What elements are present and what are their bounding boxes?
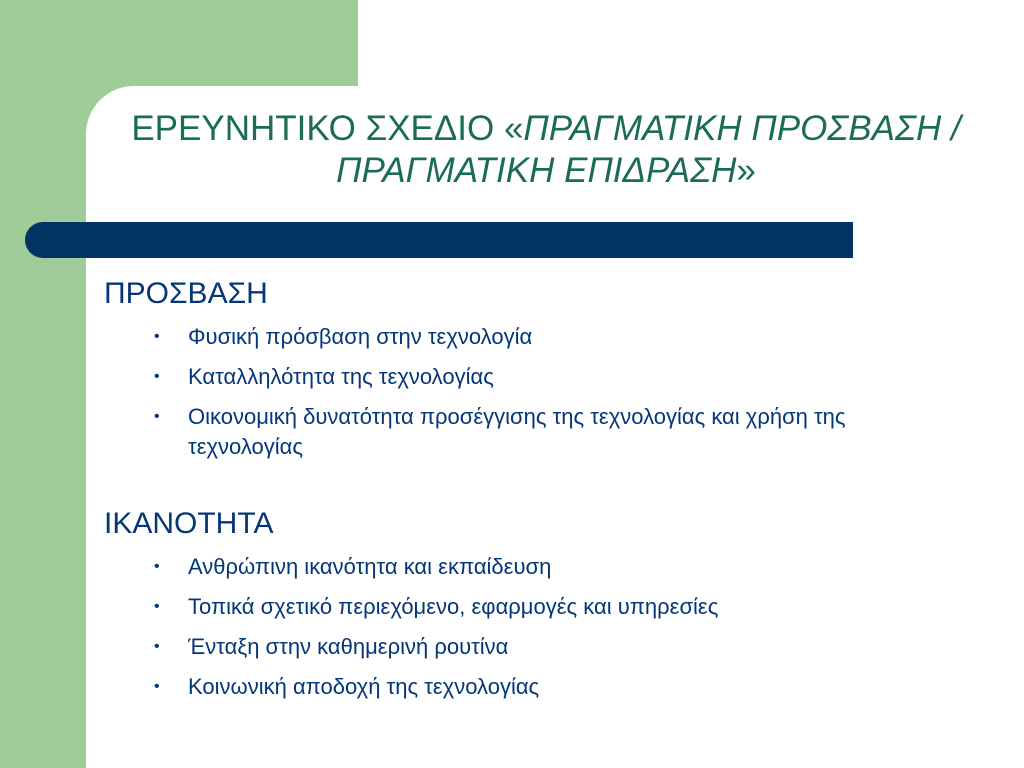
green-left-strip <box>0 0 86 768</box>
title-close: » <box>736 151 756 190</box>
slide-body <box>104 272 924 712</box>
list-item <box>104 362 924 392</box>
bullet-icon: • <box>154 408 160 425</box>
title-underline-bar <box>25 222 853 258</box>
section-heading-access: ΠΡΟΣΒΑΣΗ <box>104 277 268 310</box>
bullet-icon: • <box>154 598 160 615</box>
list-item <box>104 672 924 702</box>
access-bullet-list <box>104 322 924 462</box>
title-plain: ΕΡΕΥΝΗΤΙΚΟ ΣΧΕΔΙΟ « <box>131 109 524 148</box>
bullet-icon: • <box>154 328 160 345</box>
slide-title <box>96 108 996 192</box>
list-item <box>104 402 924 462</box>
list-item-text: Οικονομική δυνατότητα προσέγγισης της τεχνολογίας και χρήση της τεχνολογίας <box>188 404 846 459</box>
list-item <box>104 592 924 622</box>
section-heading-capability: ΙΚΑΝΟΤΗΤΑ <box>104 507 274 540</box>
list-item <box>104 632 924 662</box>
bullet-icon: • <box>154 638 160 655</box>
list-item-text: Τοπικά σχετικό περιεχόμενο, εφαρμογές και υπηρεσίες <box>188 594 719 619</box>
list-item-text: Ένταξη στην καθημερινή ρουτίνα <box>188 634 509 659</box>
bullet-icon: • <box>154 678 160 695</box>
list-item-text: Ανθρώπινη ικανότητα και εκπαίδευση <box>188 554 552 579</box>
list-item <box>104 552 924 582</box>
list-item-text: Καταλληλότητα της τεχνολογίας <box>188 364 494 389</box>
list-item-text: Φυσική πρόσβαση στην τεχνολογία <box>188 324 533 349</box>
bullet-icon: • <box>154 558 160 575</box>
capability-bullet-list <box>104 552 924 702</box>
section-spacer <box>104 472 924 502</box>
list-item-text: Κοινωνική αποδοχή της τεχνολογίας <box>188 674 540 699</box>
list-item <box>104 322 924 352</box>
bullet-icon: • <box>154 368 160 385</box>
title-italic: ΠΡΑΓΜΑΤΙΚΗ ΠΡΟΣΒΑΣΗ / ΠΡΑΓΜΑΤΙΚΗ ΕΠΙΔΡΑΣΗ <box>336 109 961 190</box>
